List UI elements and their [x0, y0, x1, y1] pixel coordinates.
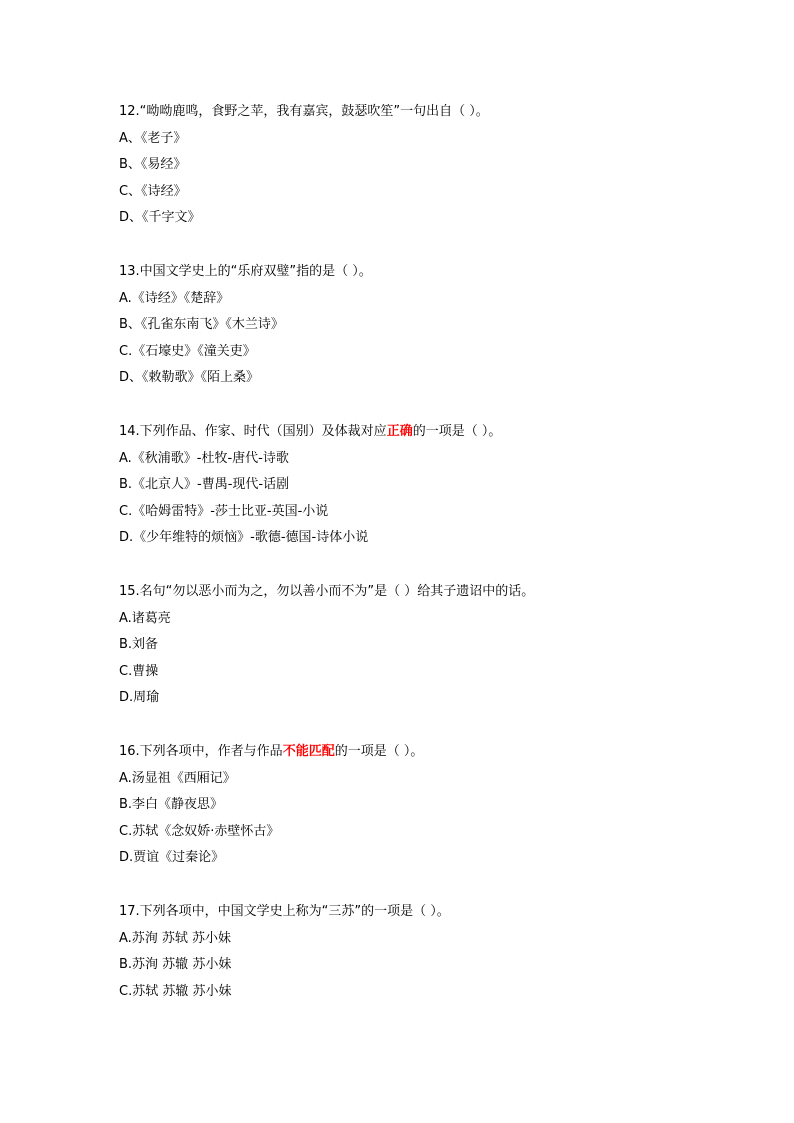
question-stem: 15.名句“勿以恶小而为之，勿以善小而不为”是（ ）给其子遗诏中的话。 [119, 584, 535, 599]
option-b: B.李白《静夜思》 [119, 797, 224, 813]
stem-emphasis: 不能匹配 [282, 744, 335, 759]
question-stem: 17.下列各项中，中国文学史上称为“三苏”的一项是（ ）。 [119, 904, 450, 919]
stem-text-after: 的一项是（ ）。 [412, 424, 502, 439]
stem-emphasis: 正确 [386, 424, 413, 439]
option-d: D、《敕勒歌》《陌上桑》 [119, 370, 260, 386]
stem-text-after: 的一项是（ ）。 [334, 744, 424, 759]
question-12 [119, 99, 719, 232]
option-c: C.苏轼 苏辙 苏小妹 [119, 983, 232, 999]
option-b: B.刘备 [119, 637, 159, 653]
question-stem: 13.中国文学史上的“乐府双璧”指的是（ ）。 [119, 264, 372, 279]
option-d: D.《少年维特的烦恼》-歌德-德国-诗体小说 [119, 530, 369, 546]
option-a: A.汤显祖《西厢记》 [119, 770, 236, 786]
question-stem [119, 419, 719, 446]
question-15 [119, 579, 719, 712]
option-b: B.苏洵 苏辙 苏小妹 [119, 957, 232, 973]
option-c: C.《哈姆雷特》-莎士比亚-英国-小说 [119, 503, 329, 519]
option-a: A.《诗经》《楚辞》 [119, 290, 230, 306]
option-d: D.贾谊《过秦论》 [119, 850, 225, 866]
stem-text-before: 16.下列各项中，作者与作品 [119, 744, 283, 759]
question-13 [119, 259, 719, 392]
option-c: C.曹操 [119, 663, 159, 679]
question-stem [119, 739, 719, 766]
option-c: C.《石壕史》《潼关吏》 [119, 343, 256, 359]
option-c: C.苏轼《念奴娇·赤壁怀古》 [119, 823, 280, 839]
question-stem: 12.“呦呦鹿鸣，食野之苹，我有嘉宾，鼓瑟吹笙”一句出自（ ）。 [119, 104, 489, 119]
option-d: D.周瑜 [119, 690, 160, 706]
option-d: D、《千字文》 [119, 210, 201, 226]
option-a: A.《秋浦歌》-杜牧-唐代-诗歌 [119, 450, 289, 466]
option-c: C、《诗经》 [119, 183, 187, 199]
question-14 [119, 419, 719, 552]
option-a: A.诸葛亮 [119, 610, 171, 626]
option-b: B、《孔雀东南飞》《木兰诗》 [119, 317, 284, 333]
option-b: B.《北京人》-曹禺-现代-话剧 [119, 477, 290, 493]
question-17 [119, 899, 719, 1005]
option-a: A.苏洵 苏轼 苏小妹 [119, 930, 232, 946]
option-b: B、《易经》 [119, 157, 187, 173]
option-a: A、《老子》 [119, 130, 187, 146]
stem-text-before: 14.下列作品、作家、时代（国别）及体裁对应 [119, 424, 387, 439]
question-16 [119, 739, 719, 872]
